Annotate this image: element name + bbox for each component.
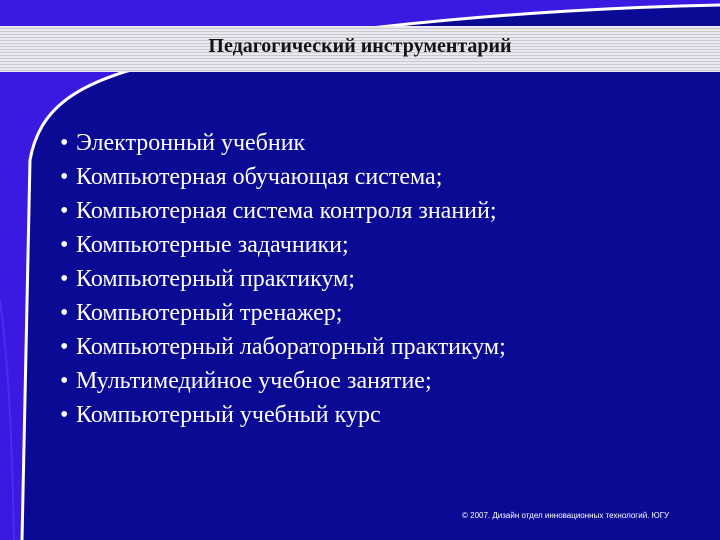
- bullet-icon: •: [60, 402, 69, 428]
- list-item-text: Компьютерный лабораторный практикум;: [76, 334, 506, 360]
- list-item-text: Компьютерные задачники;: [76, 232, 349, 258]
- list-item: [60, 398, 506, 432]
- list-item: [60, 228, 506, 262]
- bullet-icon: •: [60, 300, 69, 326]
- copyright-footer: © 2007. Дизайн отдел инновационных технологий. ЮГУ: [462, 511, 670, 520]
- bullet-icon: •: [60, 130, 69, 156]
- list-item-text: Электронный учебник: [76, 130, 306, 156]
- slide-title: Педагогический инструментарий: [208, 35, 512, 57]
- bullet-icon: •: [60, 164, 69, 190]
- list-item-text: Компьютерный тренажер;: [76, 300, 343, 326]
- bullet-icon: •: [60, 266, 69, 292]
- bullet-icon: •: [60, 198, 69, 224]
- list-item-text: Компьютерная обучающая система;: [76, 164, 443, 190]
- list-item: [60, 262, 506, 296]
- list-item: [60, 364, 506, 398]
- list-item-text: Компьютерная система контроля знаний;: [76, 198, 497, 224]
- bullet-icon: •: [60, 334, 69, 360]
- list-item: [60, 160, 506, 194]
- bullet-list: [60, 126, 506, 432]
- list-item: [60, 330, 506, 364]
- list-item: [60, 296, 506, 330]
- list-item: [60, 126, 506, 160]
- list-item-text: Компьютерный практикум;: [76, 266, 355, 292]
- list-item: [60, 194, 506, 228]
- bullet-icon: •: [60, 232, 69, 258]
- list-item-text: Компьютерный учебный курс: [76, 402, 381, 428]
- list-item-text: Мультимедийное учебное занятие;: [76, 368, 432, 394]
- bullet-icon: •: [60, 368, 69, 394]
